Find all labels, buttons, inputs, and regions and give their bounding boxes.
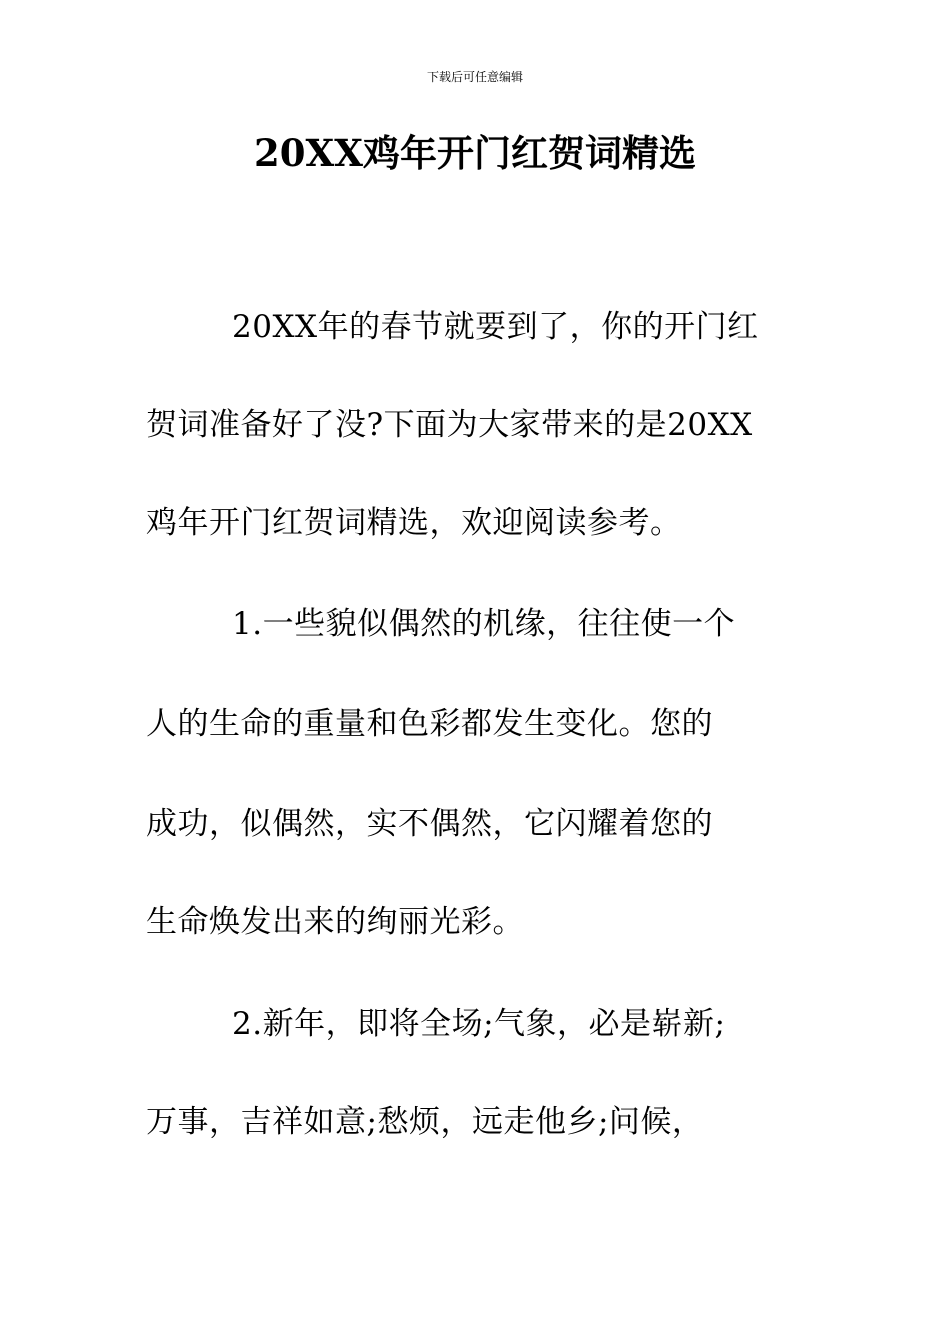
document-title: 20XX鸡年开门红贺词精选 bbox=[254, 131, 696, 175]
header-note: 下载后可任意编辑 bbox=[426, 70, 523, 84]
paragraph-1-line-3: 成功，似偶然，实不偶然，它闪耀着您的 bbox=[146, 806, 713, 842]
paragraph-1-line-1: 1.一些貌似偶然的机缘，往往使一个 bbox=[232, 606, 736, 642]
paragraph-intro-line-2: 贺词准备好了没?下面为大家带来的是20XX bbox=[146, 407, 753, 443]
paragraph-1-line-4: 生命焕发出来的绚丽光彩。 bbox=[146, 904, 524, 940]
paragraph-2-line-1: 2.新年，即将全场;气象，必是崭新; bbox=[232, 1006, 726, 1042]
paragraph-intro-line-3: 鸡年开门红贺词精选，欢迎阅读参考。 bbox=[146, 505, 682, 541]
paragraph-1-line-2: 人的生命的重量和色彩都发生变化。您的 bbox=[146, 706, 713, 742]
paragraph-intro-line-1: 20XX年的春节就要到了，你的开门红 bbox=[232, 309, 759, 345]
paragraph-2-line-2: 万事，吉祥如意;愁烦，远走他乡;问候， bbox=[146, 1104, 704, 1140]
